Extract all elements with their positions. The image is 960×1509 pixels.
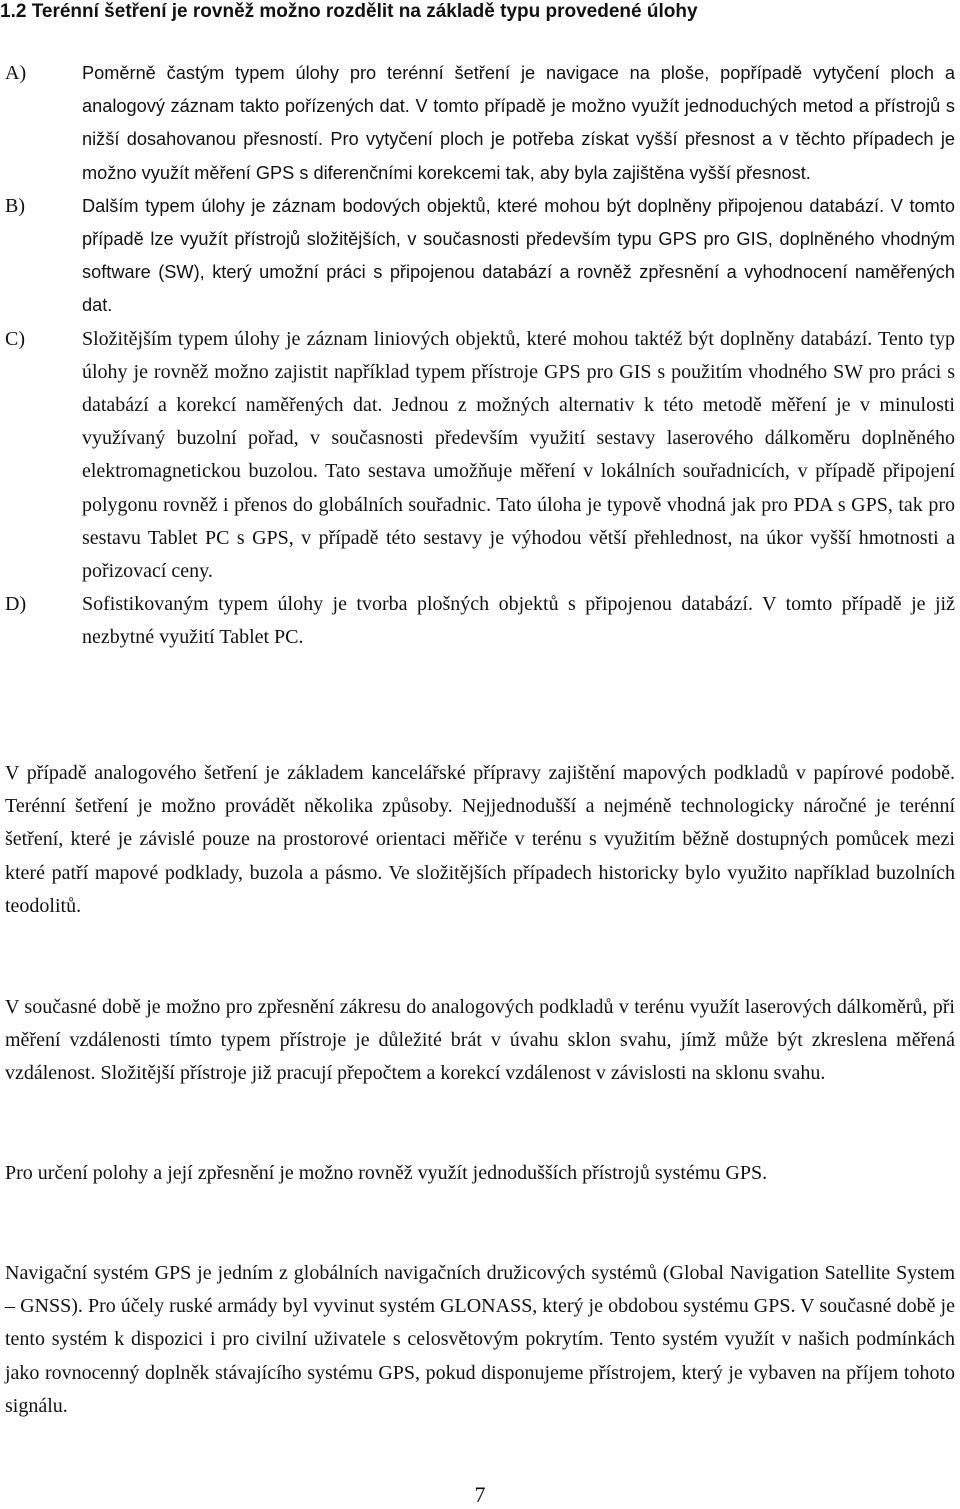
list-item: [0, 57, 955, 190]
list-item-text: Dalším typem úlohy je záznam bodových objektů, které mohou být doplněny připojenou databází. V tomto případě lze využít přístrojů složitějších, v současnosti především typu GPS pro GIS, doplněného vhodným software (SW), který umožní práci s připojenou databází a rovněž zpřesnění a vyhodnocení naměřených dat.: [82, 195, 955, 316]
page-number: 7: [474, 1482, 486, 1507]
list-item-text: Poměrně častým typem úlohy pro terénní šetření je navigace na ploše, popřípadě vytyčení ploch a analogový záznam takto pořízených dat. V tomto případě je možno využít jednoduchých metod a přístrojů s nižší dosahovanou přesností. Pro vytyčení ploch je potřeba získat vyšší přesnost a v těchto případech je možno využít měření GPS s diferenčními korekcemi tak, aby byla zajištěna vyšší přesnost.: [82, 63, 955, 183]
list-marker: C): [5, 327, 25, 350]
list-marker: D): [5, 593, 27, 616]
paragraph-laser-rangefinders: V současné době je možno pro zpřesnění zákresu do analogových podkladů v terénu využít laserových dálkoměrů, při měření vzdálenosti tímto typem přístroje je důležité brát v úvahu sklon svahu, jímž může být zkreslena měřená vzdálenost. Složitější přístroje již pracují přepočtem a korekcí vzdálenost v závislosti na sklonu svahu.: [5, 996, 955, 1085]
list-item: [0, 588, 955, 654]
list-item: [0, 190, 955, 323]
section-heading: 1.2 Terénní šetření je rovněž možno rozdělit na základě typu provedené úlohy: [0, 1, 698, 22]
paragraph-gps-devices: Pro určení polohy a její zpřesnění je možno rovněž využít jednodušších přístrojů systému GPS.: [5, 1162, 768, 1184]
list-item-text: Složitějším typem úlohy je záznam liniových objektů, které mohou taktéž být doplněny databází. Tento typ úlohy je rovněž možno zajistit například typem přístroje GPS pro GIS s použitím vhodného SW pro práci s databází a korekcí naměřených dat. Jednou z možných alternativ k této metodě měření je v minulosti využívaný buzolní pořad, v současnosti především využití sestavy laserového dálkoměru doplněného elektromagnetickou buzolou. Tato sestava umožňuje měření v lokálních souřadnicích, v případě připojení polygonu rovněž i přenos do globálních souřadnic. Tato úloha je typově vhodná jak pro PDA s GPS, tak pro sestavu Tablet PC s GPS, v případě této sestavy je výhodou větší přehlednost, na úkor vyšší hmotnosti a pořizovací ceny.: [82, 327, 955, 583]
list-marker: A): [5, 62, 27, 84]
list-item: [0, 323, 955, 589]
task-type-list: [0, 57, 955, 655]
paragraph-navigation-systems: Navigační systém GPS je jedním z globálních navigačních družicových systémů (Global Navigation Satellite System – GNSS). Pro účely ruské armády byl vyvinut systém GLONASS, který je obdobou systému GPS. V současné době je tento systém k dispozici i pro civilní uživatele s celosvětovým pokrytím. Tento systém využít v našich podmínkách jako rovnocenný doplněk stávajícího systému GPS, pokud disponujeme přístrojem, který je vybaven na příjem tohoto signálu.: [5, 1262, 955, 1417]
list-marker: B): [5, 194, 25, 217]
list-item-text: Sofistikovaným typem úlohy je tvorba plošných objektů s připojenou databází. V tomto případě je již nezbytné využití Tablet PC.: [82, 593, 955, 649]
paragraph-analog-survey: V případě analogového šetření je základem kancelářské přípravy zajištění mapových podkladů v papírové podobě. Terénní šetření je možno provádět několika způsoby. Nejjednodušší a nejméně technologicky náročné je terénní šetření, které je závislé pouze na prostorové orientaci měřiče v terénu s využitím běžně dostupných pomůcek mezi které patří mapové podklady, buzola a pásmo. Ve složitějších případech historicky bylo využito například buzolních teodolitů.: [5, 762, 955, 917]
